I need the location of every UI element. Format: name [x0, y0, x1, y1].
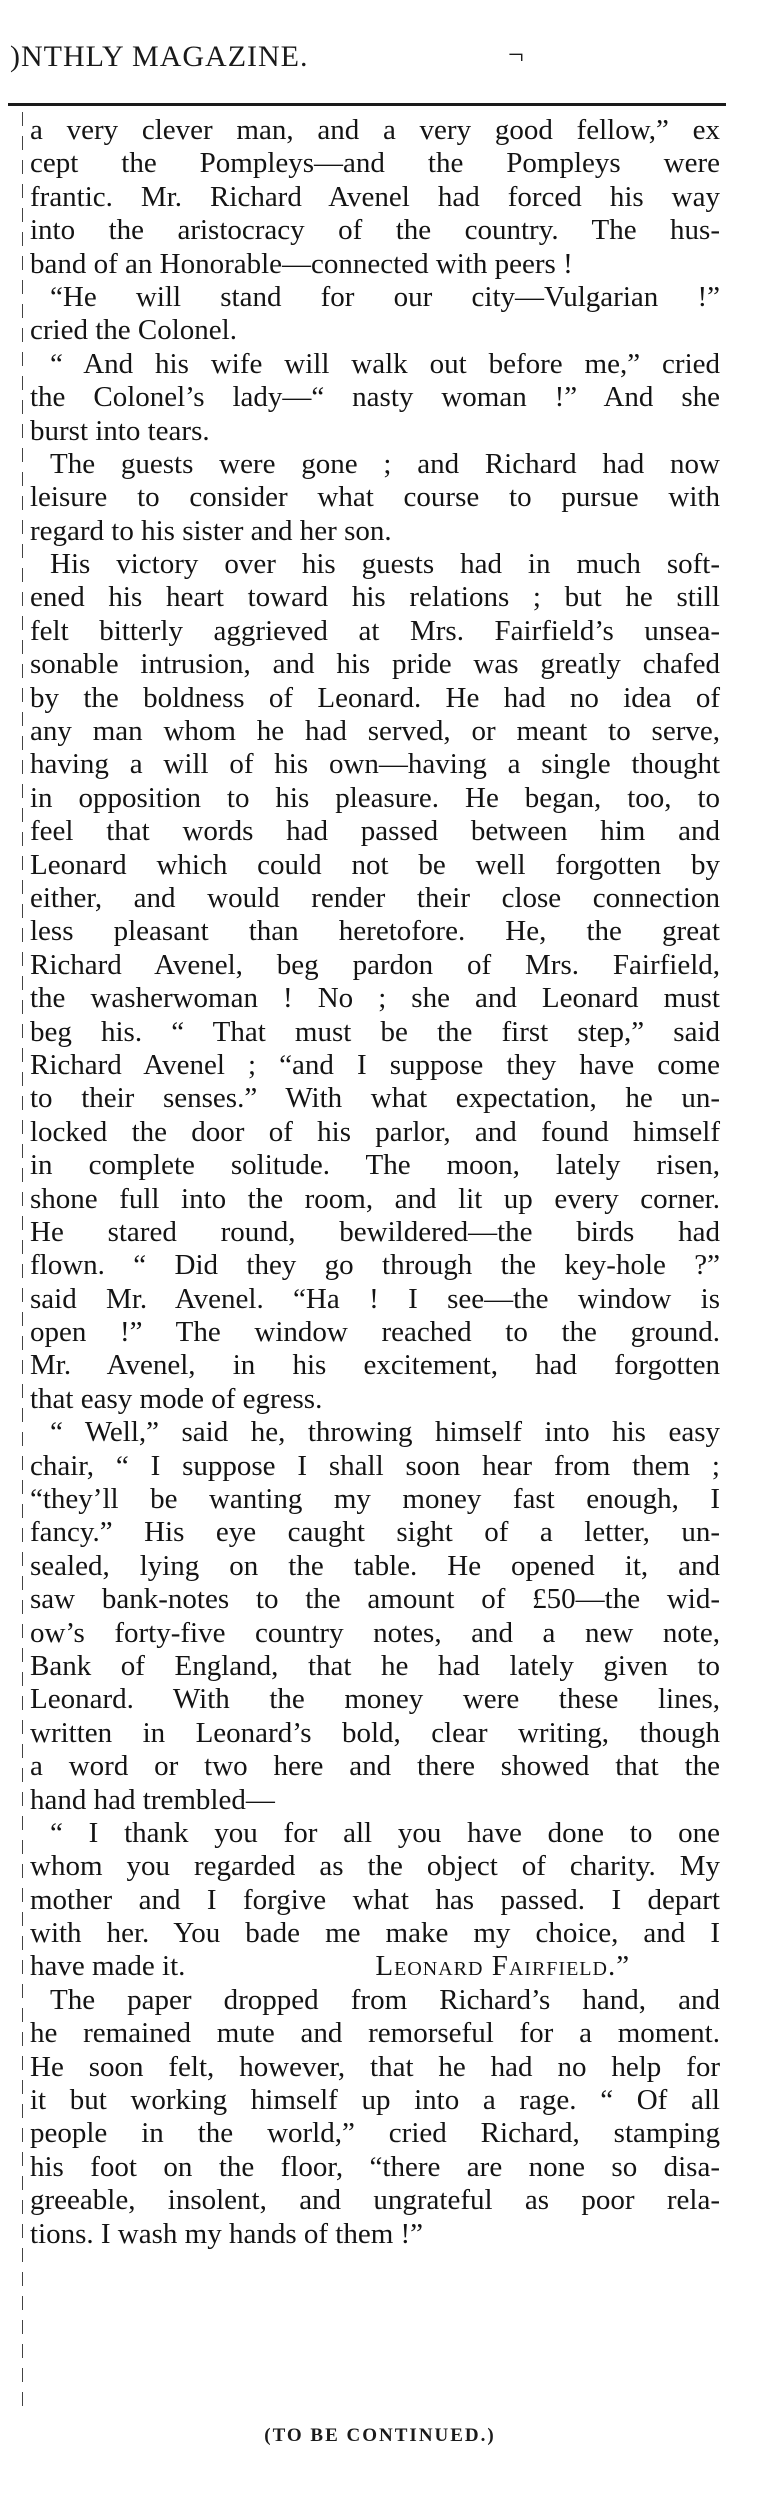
- text-line: by the boldness of Leonard. He had no idea of: [30, 681, 720, 714]
- text-line: Leonard. With the money were these lines,: [30, 1683, 720, 1716]
- text-line: He stared round, bewildered—the birds had: [30, 1215, 720, 1248]
- text-line: “He will stand for our city—Vulgarian !”: [50, 280, 720, 313]
- text-line: fancy.” His eye caught sight of a letter, un-: [30, 1516, 720, 1549]
- text-line: flown. “ Did they go through the key-hole ?”: [30, 1249, 720, 1282]
- text-line: he remained mute and remorseful for a moment.: [30, 2017, 720, 2050]
- text-column: [30, 114, 720, 2251]
- text-line: whom you regarded as the object of charity. My: [30, 1850, 720, 1883]
- text-line: locked the door of his parlor, and found himself: [30, 1115, 720, 1148]
- text-line: in opposition to his pleasure. He began, too, to: [30, 781, 720, 814]
- text-line: the washerwoman ! No ; she and Leonard must: [30, 982, 720, 1015]
- text-line: said Mr. Avenel. “Ha ! I see—the window is: [30, 1282, 720, 1315]
- text-line: with her. You bade me make my choice, and I: [30, 1917, 720, 1950]
- text-line: burst into tears.: [30, 414, 210, 447]
- text-line: Richard Avenel, beg pardon of Mrs. Fairfield,: [30, 948, 720, 981]
- text-line: a word or two here and there showed that the: [30, 1750, 720, 1783]
- text-line: sealed, lying on the table. He opened it, and: [30, 1549, 720, 1582]
- running-head: )NTHLY MAGAZINE.: [10, 40, 309, 73]
- text-line: tions. I wash my hands of them !”: [30, 2217, 424, 2250]
- text-line: that easy mode of egress.: [30, 1382, 323, 1415]
- text-line: to their senses.” With what expectation, he un-: [30, 1082, 720, 1115]
- text-line: shone full into the room, and lit up every corner.: [30, 1182, 720, 1215]
- text-line: into the aristocracy of the country. The hus-: [30, 214, 720, 247]
- text-line: He soon felt, however, that he had no help for: [30, 2050, 720, 2083]
- text-line: Mr. Avenel, in his excitement, had forgotten: [30, 1349, 720, 1382]
- text-line: either, and would render their close connection: [30, 881, 720, 914]
- text-line: the Colonel’s lady—“ nasty woman !” And she: [30, 381, 720, 414]
- text-line: ow’s forty-five country notes, and a new note,: [30, 1616, 720, 1649]
- text-line: cept the Pompleys—and the Pompleys were: [30, 147, 720, 180]
- text-line: saw bank-notes to the amount of £50—the wid-: [30, 1583, 720, 1616]
- text-line: feel that words had passed between him and: [30, 815, 720, 848]
- text-line: His victory over his guests had in much soft-: [50, 548, 720, 581]
- text-line: “ And his wife will walk out before me,” cried: [50, 347, 720, 380]
- text-line: felt bitterly aggrieved at Mrs. Fairfield’s unsea-: [30, 614, 720, 647]
- text-line: sonable intrusion, and his pride was greatly chafed: [30, 648, 720, 681]
- text-line: any man whom he had served, or meant to serve,: [30, 715, 720, 748]
- text-line: it but working himself up into a rage. “ Of all: [30, 2084, 720, 2117]
- text-line: leisure to consider what course to pursue with: [30, 481, 720, 514]
- text-line: ened his heart toward his relations ; but he still: [30, 581, 720, 614]
- text-line: The paper dropped from Richard’s hand, and: [50, 1983, 720, 2016]
- text-line: open !” The window reached to the ground.: [30, 1316, 720, 1349]
- text-line: chair, “ I suppose I shall soon hear from them ;: [30, 1449, 720, 1482]
- text-line: cried the Colonel.: [30, 314, 237, 347]
- text-line: beg his. “ That must be the first step,” said: [30, 1015, 720, 1048]
- page-mark: ¬: [508, 40, 524, 71]
- text-line: people in the world,” cried Richard, stamping: [30, 2117, 720, 2150]
- text-line: The guests were gone ; and Richard had now: [50, 447, 720, 480]
- text-line: “ I thank you for all you have done to one: [50, 1816, 720, 1849]
- column-rule: [22, 112, 23, 2412]
- text-line: mother and I forgive what has passed. I depart: [30, 1883, 720, 1916]
- text-line: regard to his sister and her son.: [30, 514, 392, 547]
- text-line: band of an Honorable—connected with peers !: [30, 247, 573, 280]
- text-line: a very clever man, and a very good fellow,” ex: [30, 114, 720, 146]
- text-line: his foot on the floor, “there are none so disa-: [30, 2150, 720, 2183]
- text-line: in complete solitude. The moon, lately risen,: [30, 1149, 720, 1182]
- text-line: “ Well,” said he, throwing himself into his easy: [50, 1416, 720, 1449]
- text-line: Richard Avenel ; “and I suppose they have come: [30, 1048, 720, 1081]
- text-line: frantic. Mr. Richard Avenel had forced his way: [30, 180, 720, 213]
- text-line: hand had trembled—: [30, 1783, 275, 1816]
- to-be-continued: (TO BE CONTINUED.): [264, 2425, 496, 2446]
- text-line: “they’ll be wanting my money fast enough, I: [30, 1483, 720, 1516]
- text-line: greeable, insolent, and ungrateful as poor rela-: [30, 2184, 720, 2217]
- text-line: less pleasant than heretofore. He, the great: [30, 915, 720, 948]
- signoff-text: have made it.: [30, 1950, 186, 1983]
- text-line: written in Leonard’s bold, clear writing, though: [30, 1716, 720, 1749]
- text-line: having a will of his own—having a single thought: [30, 748, 720, 781]
- signature: Leonard Fairfield.”: [375, 1950, 631, 1983]
- text-line: Leonard which could not be well forgotten by: [30, 848, 720, 881]
- header-rule: [8, 103, 726, 106]
- text-line: Bank of England, that he had lately given to: [30, 1649, 720, 1682]
- text-line: [30, 1950, 720, 1983]
